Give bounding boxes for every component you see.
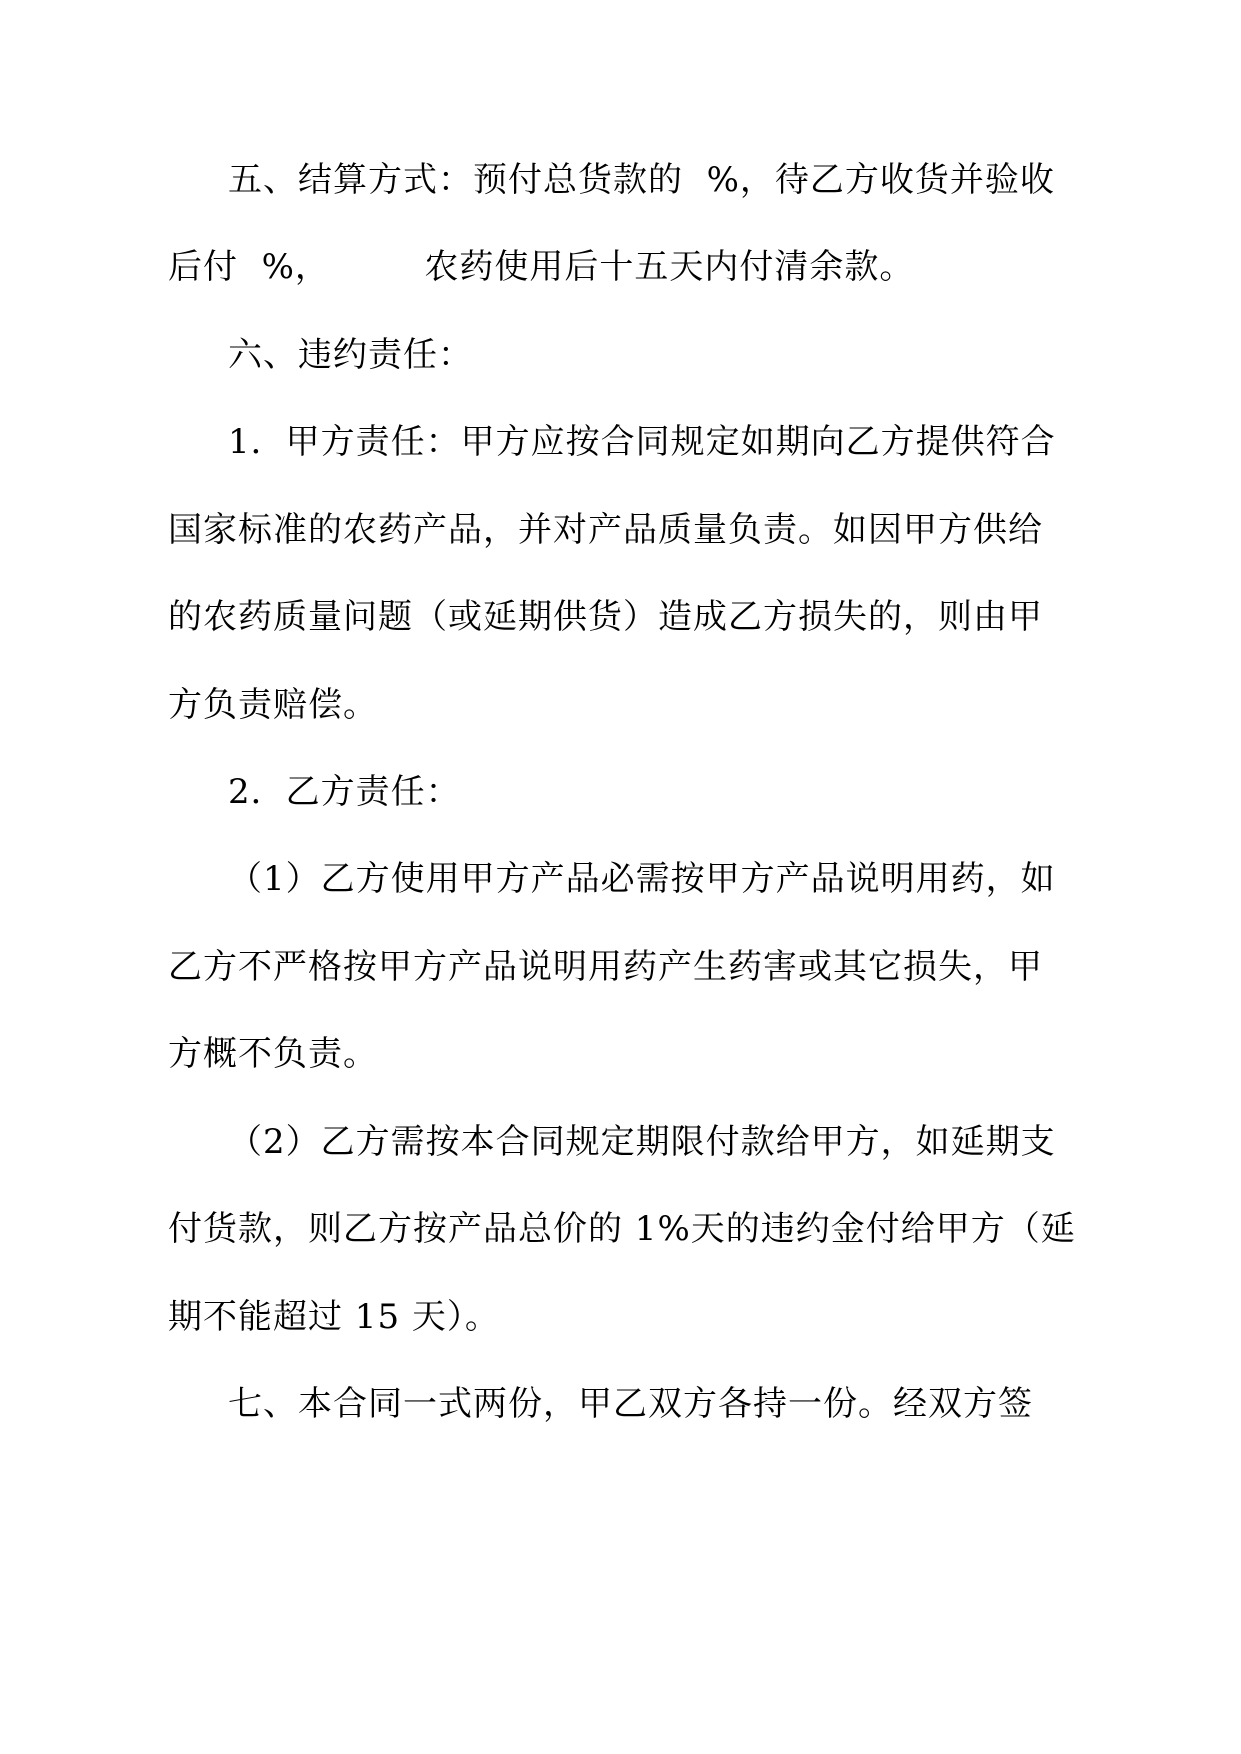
- clause-6-2-1-line-2: 乙方不严格按甲方产品说明用药产生药害或其它损失，甲: [168, 947, 1043, 987]
- clause-5-line-1: 五、结算方式：预付总货款的 %，待乙方收货并验收: [228, 160, 1055, 200]
- clause-6-1-line-4: 方负责赔偿。: [168, 685, 378, 725]
- clause-6-2-1-line-3: 方概不负责。: [168, 1034, 378, 1074]
- clause-6-1-line-1: 1．甲方责任：甲方应按合同规定如期向乙方提供符合: [228, 422, 1056, 462]
- clause-6-1-line-3: 的农药质量问题（或延期供货）造成乙方损失的，则由甲: [168, 597, 1043, 637]
- clause-6-2-2-line-2: 付货款，则乙方按产品总价的 1%天的违约金付给甲方（延: [168, 1209, 1076, 1249]
- clause-7-line-1: 七、本合同一式两份，甲乙双方各持一份。经双方签: [228, 1384, 1033, 1424]
- clause-6-2-2-line-3: 期不能超过 15 天）。: [168, 1297, 500, 1337]
- clause-5-line-2: 后付 %， 农药使用后十五天内付清余款。: [168, 247, 915, 287]
- clause-6-1-line-2: 国家标准的农药产品，并对产品质量负责。如因甲方供给: [168, 510, 1043, 550]
- clause-6-2-1-line-1: （1）乙方使用甲方产品必需按甲方产品说明用药，如: [228, 859, 1056, 899]
- clause-6-heading: 六、违约责任：: [228, 335, 473, 375]
- clause-6-2-heading: 2．乙方责任：: [228, 772, 461, 812]
- clause-6-2-2-line-1: （2）乙方需按本合同规定期限付款给甲方，如延期支: [228, 1122, 1056, 1162]
